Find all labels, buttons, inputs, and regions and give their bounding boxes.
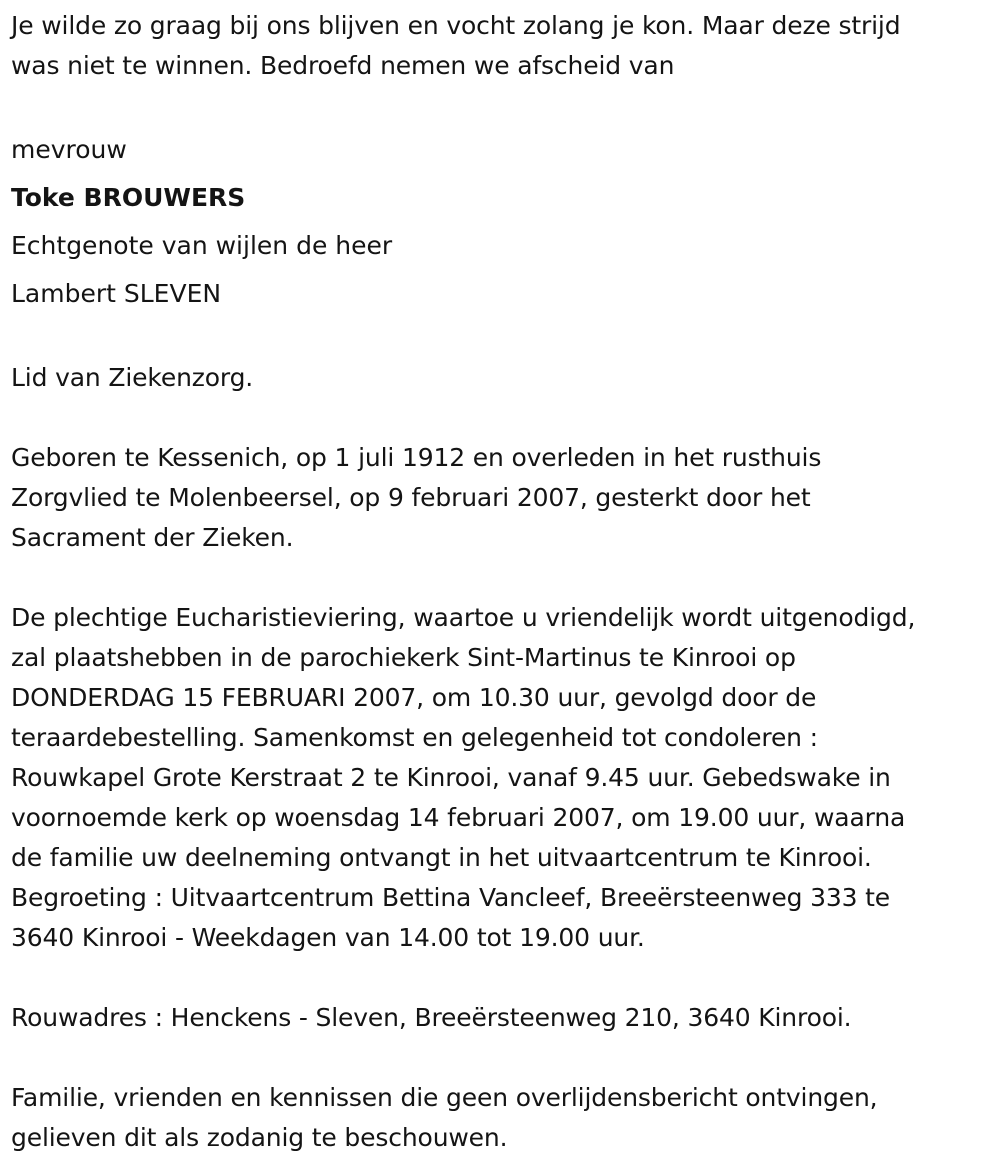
ceremony-line: teraardebestelling. Samenkomst en gelegenheid tot condoleren : xyxy=(11,723,818,752)
membership-line: Lid van Ziekenzorg. xyxy=(11,363,254,392)
mourning-address: Rouwadres : Henckens - Sleven, Breeërsteenweg 210, 3640 Kinrooi. xyxy=(11,1003,852,1032)
paragraph-gap xyxy=(11,1038,996,1078)
paragraph-gap xyxy=(11,558,996,598)
person-name: Toke BROUWERS xyxy=(11,183,246,212)
spouse-name: Lambert SLEVEN xyxy=(11,279,222,308)
relation-line: Echtgenote van wijlen de heer xyxy=(11,231,393,260)
ceremony-line: De plechtige Eucharistieviering, waartoe u vriendelijk wordt uitgenodigd, xyxy=(11,603,916,632)
birth-death-line: Sacrament der Zieken. xyxy=(11,523,294,552)
ceremony-line: voornoemde kerk op woensdag 14 februari 2007, om 19.00 uur, waarna xyxy=(11,803,906,832)
ceremony-line: DONDERDAG 15 FEBRUARI 2007, om 10.30 uur, gevolgd door de xyxy=(11,683,817,712)
intro-line: Je wilde zo graag bij ons blijven en vocht zolang je kon. Maar deze strijd xyxy=(11,11,901,40)
birth-death-line: Geboren te Kessenich, op 1 juli 1912 en overleden in het rusthuis xyxy=(11,443,822,472)
ceremony-line: Begroeting : Uitvaartcentrum Bettina Vancleef, Breeërsteenweg 333 te xyxy=(11,883,891,912)
closing-line: gelieven dit als zodanig te beschouwen. xyxy=(11,1123,508,1152)
intro-line: was niet te winnen. Bedroefd nemen we afscheid van xyxy=(11,51,675,80)
paragraph-gap xyxy=(11,958,996,998)
paragraph-gap xyxy=(11,398,996,438)
person-title: mevrouw xyxy=(11,135,127,164)
ceremony-line: 3640 Kinrooi - Weekdagen van 14.00 tot 19.00 uur. xyxy=(11,923,645,952)
ceremony-line: zal plaatshebben in de parochiekerk Sint-Martinus te Kinrooi op xyxy=(11,643,796,672)
person-block xyxy=(11,126,996,318)
obituary-notice xyxy=(11,6,996,1158)
closing-line: Familie, vrienden en kennissen die geen overlijdensbericht ontvingen, xyxy=(11,1083,878,1112)
paragraph-gap xyxy=(11,318,996,358)
birth-death-paragraph xyxy=(11,438,996,558)
intro-paragraph xyxy=(11,6,996,86)
birth-death-line: Zorgvlied te Molenbeersel, op 9 februari 2007, gesterkt door het xyxy=(11,483,811,512)
ceremony-paragraph xyxy=(11,598,996,958)
ceremony-line: Rouwkapel Grote Kerstraat 2 te Kinrooi, vanaf 9.45 uur. Gebedswake in xyxy=(11,763,891,792)
paragraph-gap xyxy=(11,86,996,126)
closing-paragraph xyxy=(11,1078,996,1158)
ceremony-line: de familie uw deelneming ontvangt in het uitvaartcentrum te Kinrooi. xyxy=(11,843,872,872)
